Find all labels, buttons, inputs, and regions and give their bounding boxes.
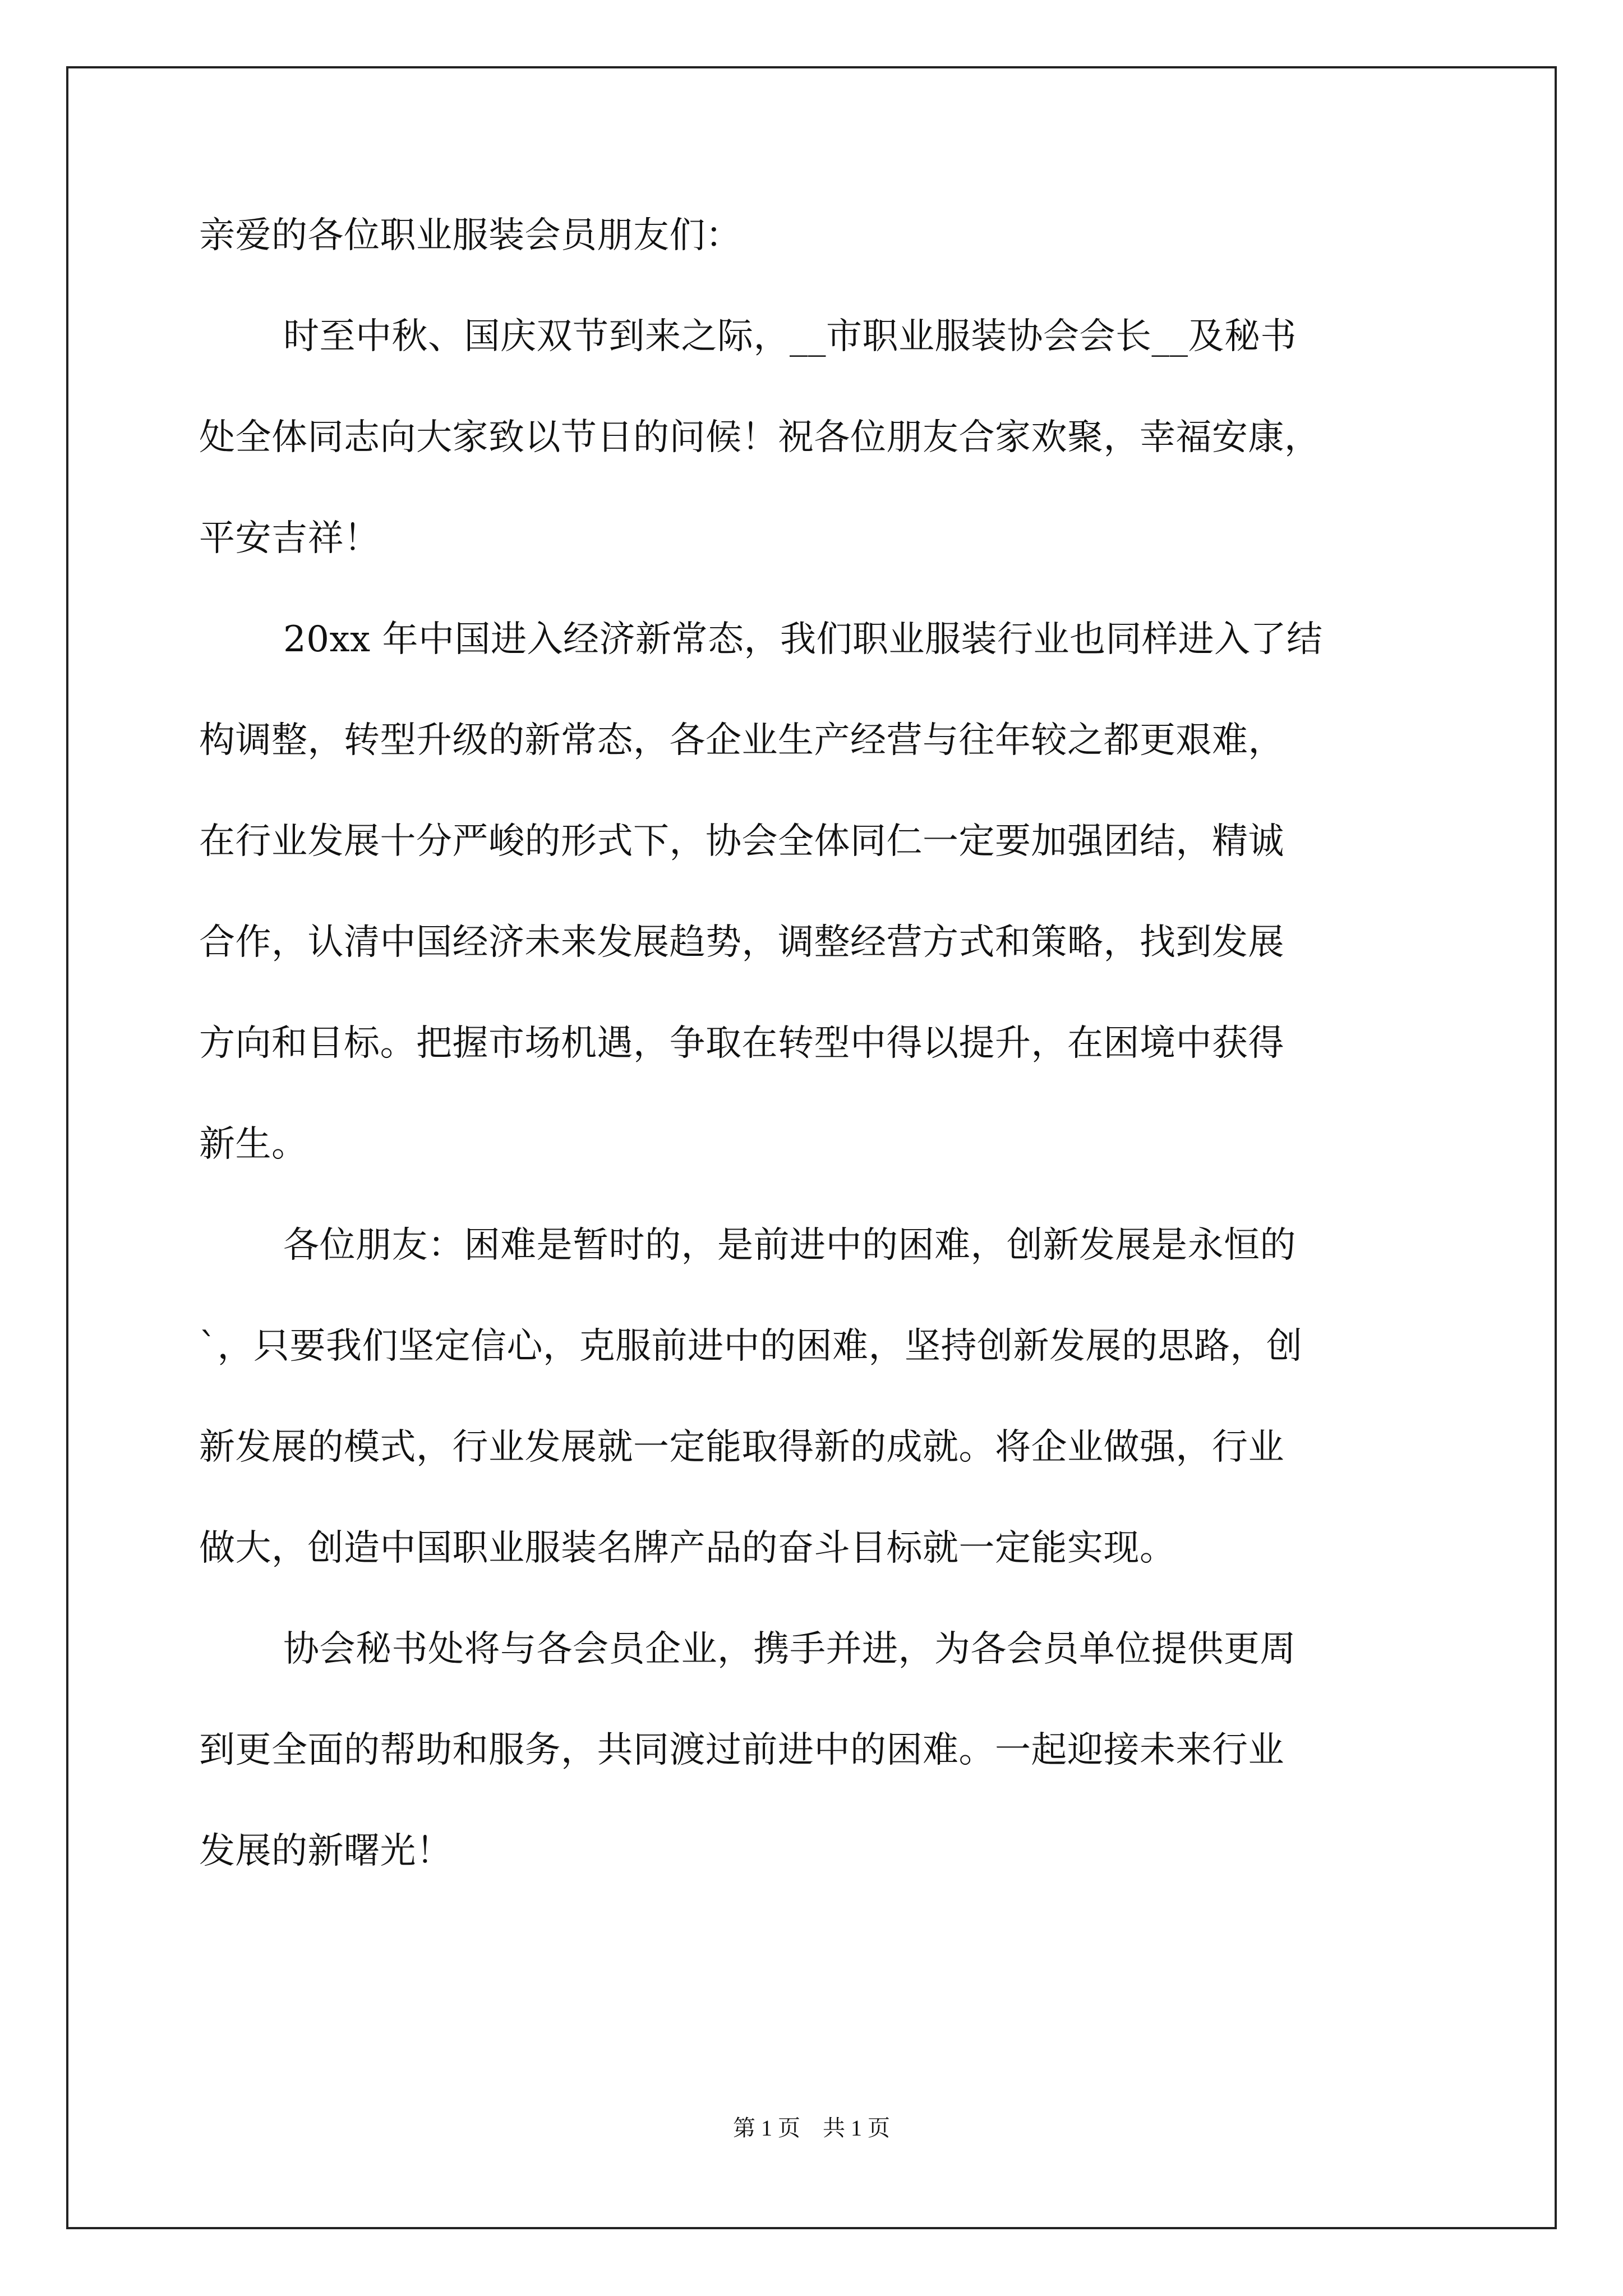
page-footer [0,2110,1623,2142]
paragraph-1-line-1: 时至中秋、国庆双节到来之际，__市职业服装协会会长__及秘书 [283,316,1297,357]
paragraph-4-line-1: 协会秘书处将与各会员企业，携手并进，为各会员单位提供更周 [283,1628,1296,1670]
paragraph-2-line-5: 方向和目标。把握市场机遇，争取在转型中得以提升，在困境中获得 [199,1023,1284,1064]
paragraph-2-line-3: 在行业发展十分严峻的形式下，协会全体同仁一定要加强团结，精诚 [199,821,1284,862]
page-number-total: 共 1 页 [823,2115,890,2141]
paragraph-4-line-2: 到更全面的帮助和服务，共同渡过前进中的困难。一起迎接未来行业 [199,1729,1284,1771]
page-number-current: 第 1 页 [733,2115,800,2141]
paragraph-2-line-2: 构调整，转型升级的新常态，各企业生产经营与往年较之都更艰难， [199,720,1284,761]
paragraph-1-line-3: 平安吉祥！ [199,518,380,559]
paragraph-3-line-3: 新发展的模式，行业发展就一定能取得新的成就。将企业做强，行业 [199,1427,1284,1468]
paragraph-3-line-1: 各位朋友：困难是暂时的，是前进中的困难，创新发展是永恒的 [283,1225,1296,1266]
paragraph-3-line-4: 做大，创造中国职业服装名牌产品的奋斗目标就一定能实现。 [199,1527,1176,1569]
paragraph-4-line-3: 发展的新曙光！ [199,1830,453,1872]
paragraph-2-line-6: 新生。 [199,1124,308,1165]
salutation-line: 亲爱的各位职业服装会员朋友们： [199,215,742,256]
paragraph-2-line-4: 合作，认清中国经济未来发展趋势，调整经营方式和策略，找到发展 [199,922,1284,963]
paragraph-3-line-2: `，只要我们坚定信心，克服前进中的困难，坚持创新发展的思路，创 [199,1326,1303,1367]
paragraph-1-line-2: 处全体同志向大家致以节日的问候！祝各位朋友合家欢聚，幸福安康， [199,417,1321,458]
paragraph-2-line-1: 20xx 年中国进入经济新常态，我们职业服装行业也同样进入了结 [283,619,1323,660]
document-body [199,185,1455,1902]
